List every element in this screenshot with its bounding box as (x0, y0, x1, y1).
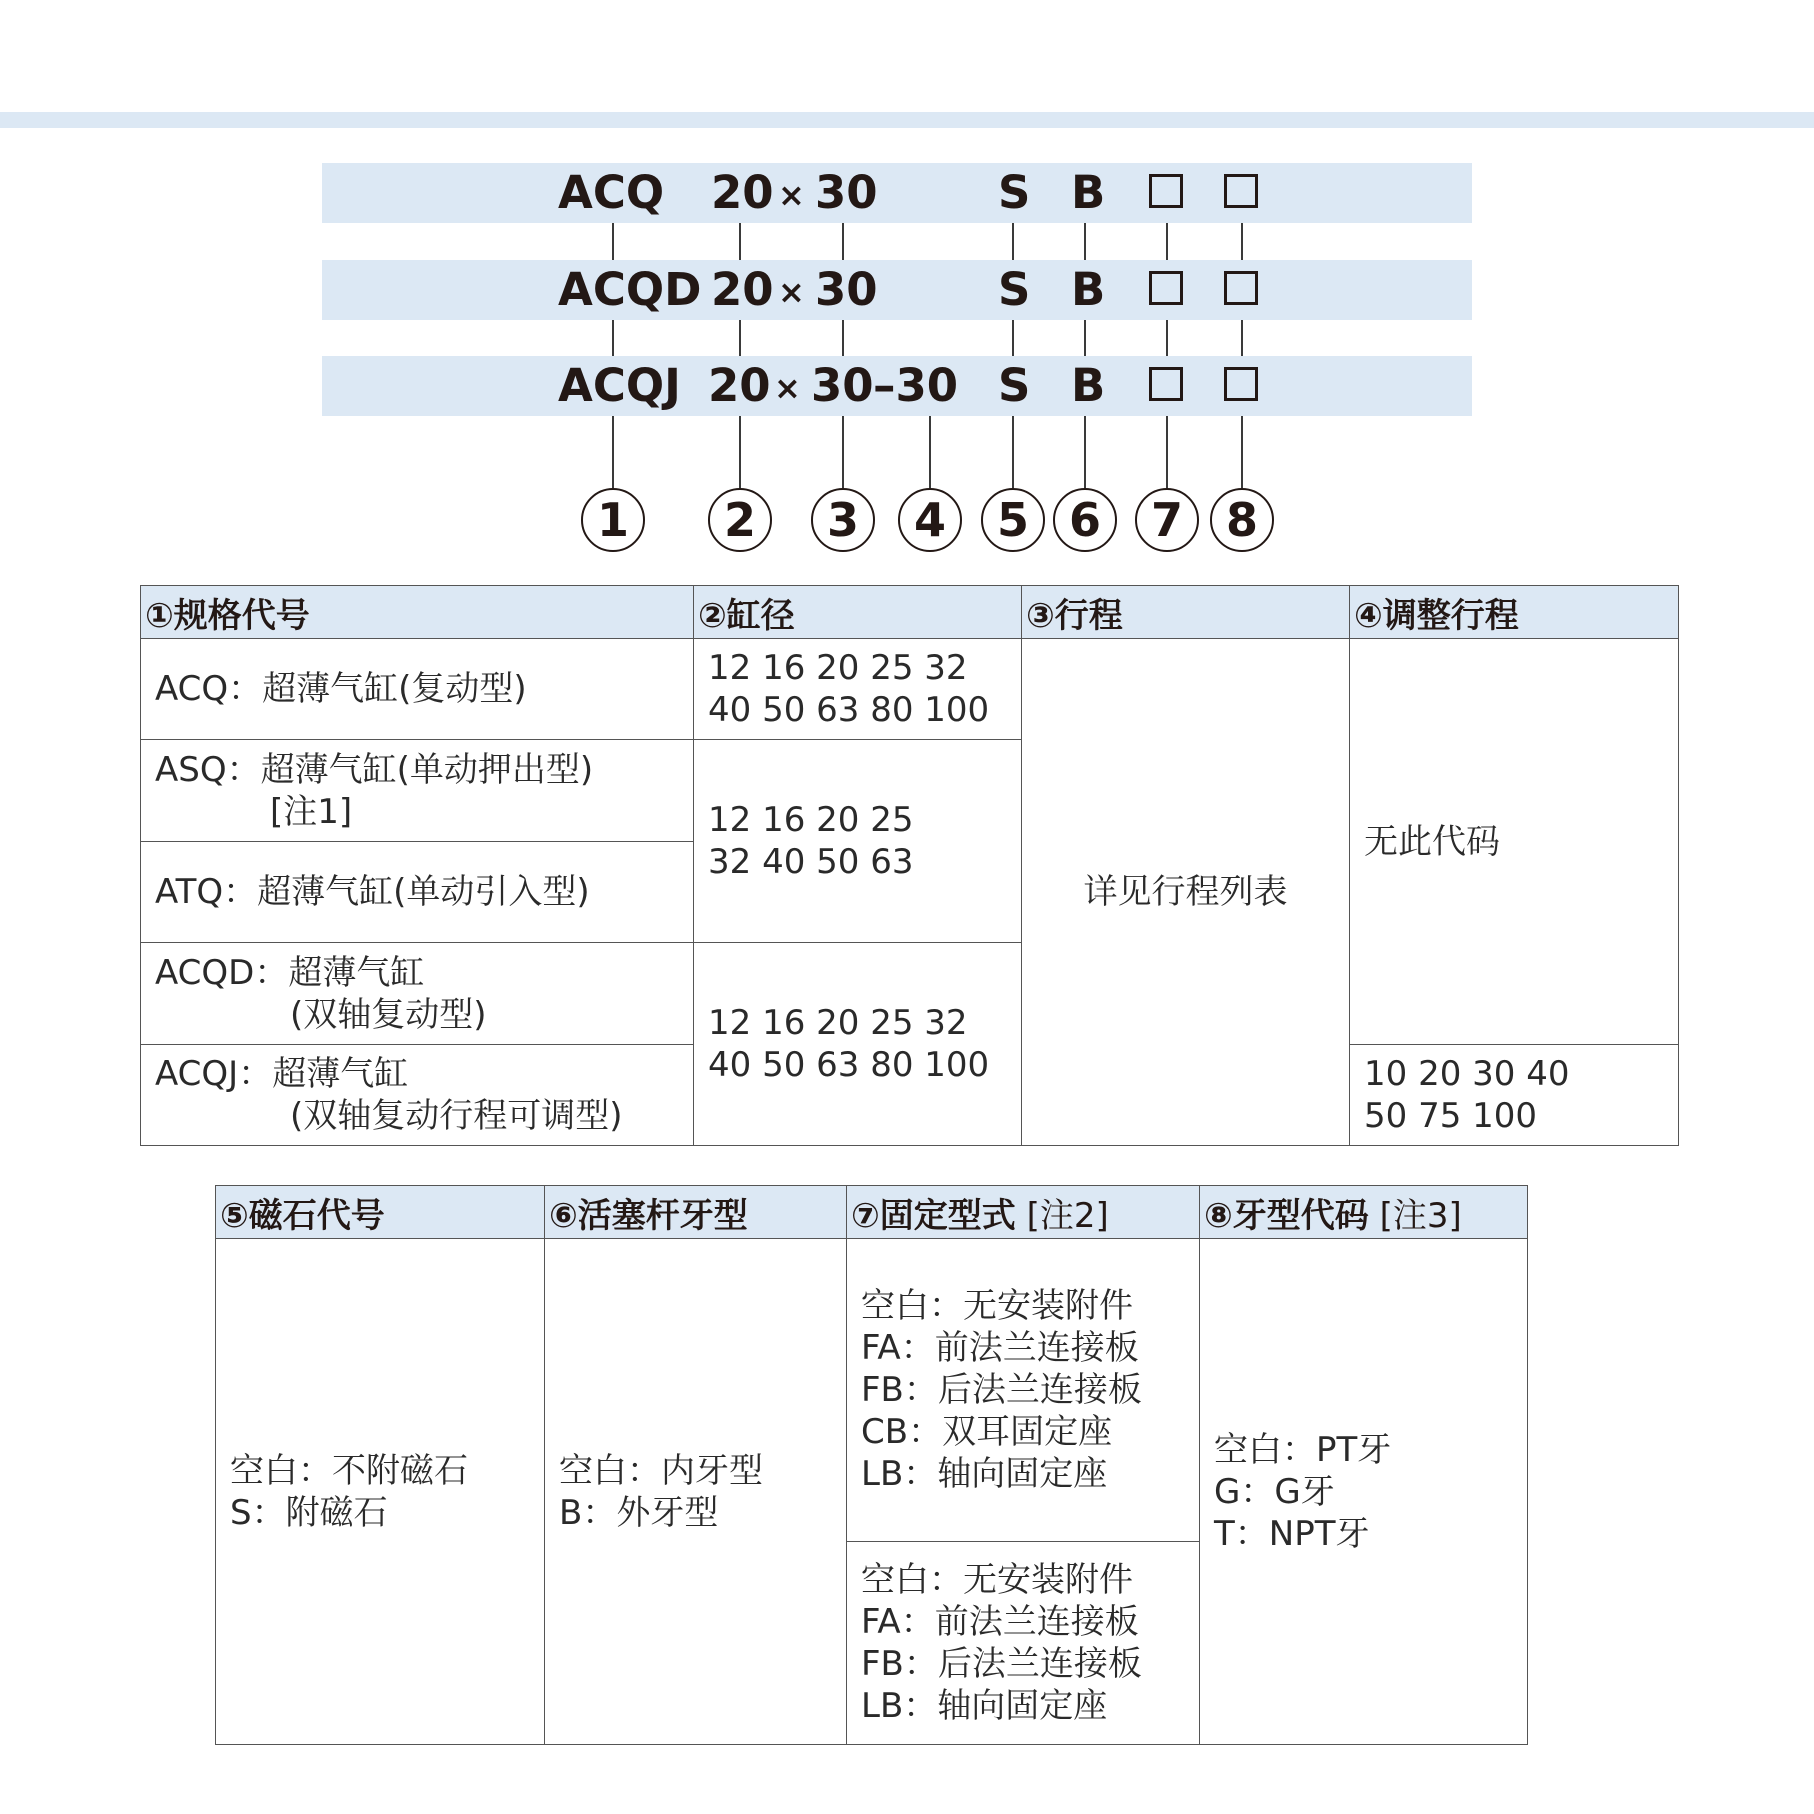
header-bore: ②缸径 (694, 586, 1022, 639)
thread-placeholder-box (1224, 174, 1258, 208)
table-row (141, 639, 1679, 740)
marker-7: 7 (1135, 488, 1199, 552)
magnet-code: S (998, 359, 1031, 412)
marker-5: 5 (981, 488, 1045, 552)
connector-line (842, 223, 844, 260)
connector-line (1012, 320, 1014, 356)
option-table-header (216, 1186, 1528, 1239)
header-adjust-stroke: ④调整行程 (1350, 586, 1679, 639)
series-code: ACQD (558, 263, 702, 316)
header-magnet: ⑤磁石代号 (216, 1186, 545, 1239)
connector-line (739, 223, 741, 260)
times-sign: × (778, 273, 805, 311)
table-row (216, 1239, 1528, 1542)
marker-8: 8 (1210, 488, 1274, 552)
connector-line (929, 416, 931, 488)
model-code-band-acq (322, 163, 1472, 223)
adjust-stroke-code: –30 (873, 359, 959, 412)
header-mounting: ⑦固定型式 [注2] (847, 1186, 1200, 1239)
magnet-code: S (998, 166, 1031, 219)
mount-placeholder-box (1149, 174, 1183, 208)
spec-table (140, 585, 1679, 1146)
connector-line (1012, 416, 1014, 488)
magnet-options: 空白：不附磁石 S：附磁石 (216, 1239, 545, 1745)
rod-options: 空白：内牙型 B：外牙型 (545, 1239, 847, 1745)
bore-code: 20 (708, 359, 771, 412)
spec-acq: ACQ：超薄气缸(复动型) (141, 639, 694, 740)
connector-line (739, 416, 741, 488)
series-code: ACQJ (558, 359, 681, 412)
connector-line (842, 416, 844, 488)
connector-line (612, 223, 614, 260)
header-stroke: ③行程 (1022, 586, 1350, 639)
times-sign: × (774, 369, 801, 407)
model-code-band-acqd (322, 260, 1472, 320)
spec-acqd: ACQD：超薄气缸 (双轴复动型) (141, 943, 694, 1045)
times-sign: × (778, 176, 805, 214)
rod-code: B (1071, 166, 1106, 219)
connector-line (1012, 223, 1014, 260)
mount-placeholder-box (1149, 367, 1183, 401)
marker-4: 4 (898, 488, 962, 552)
stroke-code: 30 (811, 359, 874, 412)
connector-line (612, 320, 614, 356)
bore-group-3: 12 16 20 25 32 40 50 63 80 100 (694, 943, 1022, 1146)
marker-1: 1 (581, 488, 645, 552)
connector-line (1166, 223, 1168, 260)
spec-acqj: ACQJ：超薄气缸 (双轴复动行程可调型) (141, 1045, 694, 1146)
adjust-values-cell: 10 20 30 40 50 75 100 (1350, 1045, 1679, 1146)
spec-atq: ATQ：超薄气缸(单动引入型) (141, 842, 694, 943)
thread-placeholder-box (1224, 367, 1258, 401)
connector-line (842, 320, 844, 356)
adjust-none-cell: 无此代码 (1350, 639, 1679, 1045)
connector-line (739, 320, 741, 356)
mount-placeholder-box (1149, 271, 1183, 305)
marker-2: 2 (708, 488, 772, 552)
option-table (215, 1185, 1528, 1745)
thread-options: 空白：PT牙 G：G牙 T：NPT牙 (1200, 1239, 1528, 1745)
mount-options-a: 空白：无安装附件 FA：前法兰连接板 FB：后法兰连接板 CB：双耳固定座 LB：轴向固定座 (847, 1239, 1200, 1542)
top-accent-bar (0, 112, 1814, 128)
stroke-code: 30 (815, 166, 878, 219)
bore-group-1: 12 16 20 25 32 40 50 63 80 100 (694, 639, 1022, 740)
marker-6: 6 (1053, 488, 1117, 552)
connector-line (1084, 320, 1086, 356)
marker-3: 3 (811, 488, 875, 552)
bore-code: 20 (711, 263, 774, 316)
spec-asq: ASQ：超薄气缸(单动押出型) [注1] (141, 740, 694, 842)
header-thread-code: ⑧牙型代码 [注3] (1200, 1186, 1528, 1239)
header-rod-thread: ⑥活塞杆牙型 (545, 1186, 847, 1239)
connector-line (1241, 223, 1243, 260)
rod-code: B (1071, 263, 1106, 316)
connector-line (612, 416, 614, 488)
thread-placeholder-box (1224, 271, 1258, 305)
connector-line (1241, 320, 1243, 356)
rod-code: B (1071, 359, 1106, 412)
header-spec-code: ①规格代号 (141, 586, 694, 639)
connector-line (1084, 416, 1086, 488)
bore-code: 20 (711, 166, 774, 219)
stroke-cell: 详见行程列表 (1022, 639, 1350, 1146)
spec-table-header (141, 586, 1679, 639)
mount-options-b: 空白：无安装附件 FA：前法兰连接板 FB：后法兰连接板 LB：轴向固定座 (847, 1542, 1200, 1745)
connector-line (1241, 416, 1243, 488)
stroke-code: 30 (815, 263, 878, 316)
connector-line (1166, 320, 1168, 356)
series-code: ACQ (558, 166, 665, 219)
bore-group-2: 12 16 20 25 32 40 50 63 (694, 740, 1022, 943)
connector-line (1084, 223, 1086, 260)
magnet-code: S (998, 263, 1031, 316)
connector-line (1166, 416, 1168, 488)
